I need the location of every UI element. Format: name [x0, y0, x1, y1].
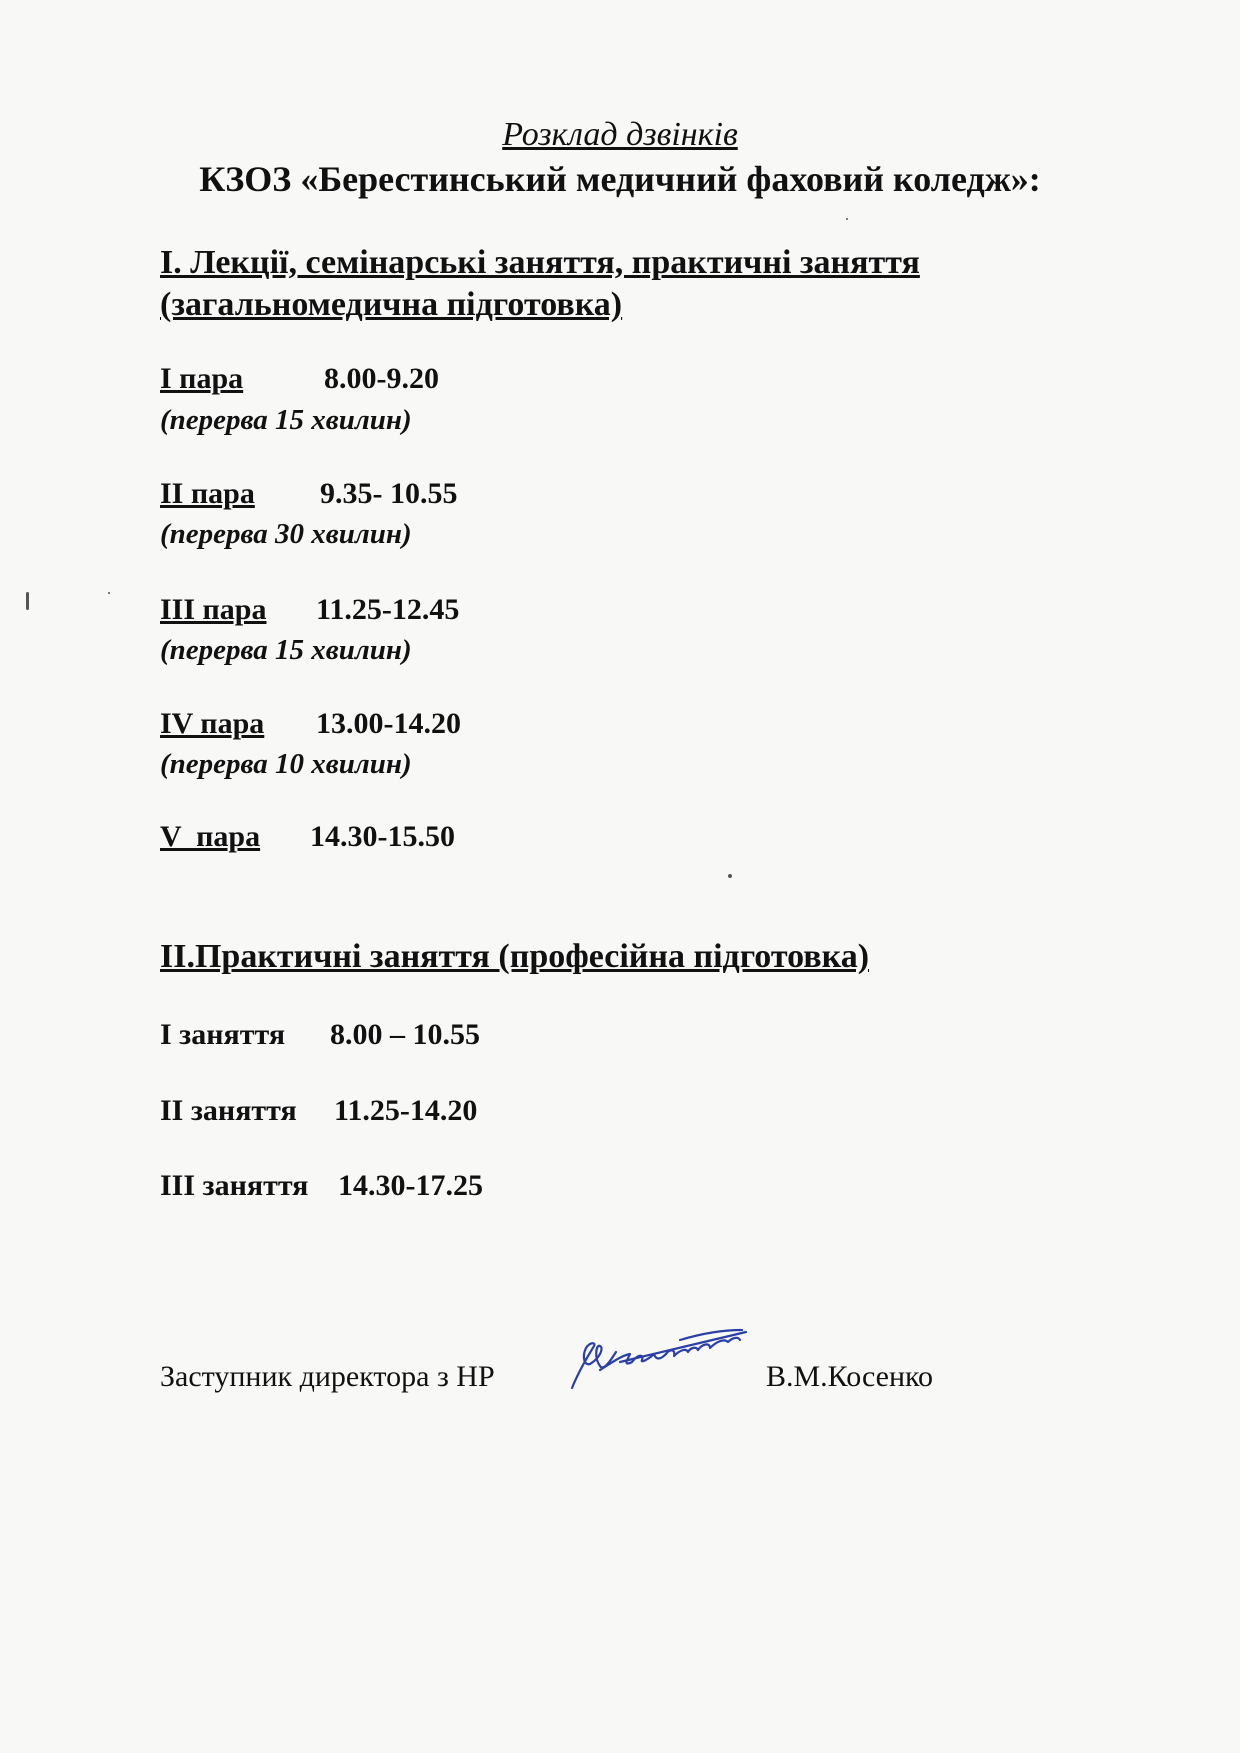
scan-speck — [728, 874, 732, 878]
section1-heading-line1: І. Лекції, семінарські заняття, практичні заняття — [160, 244, 920, 281]
handwritten-signature — [560, 1318, 760, 1398]
break-note: (перерва 30 хвилин) — [160, 518, 412, 550]
lesson-time: 8.00 – 10.55 — [330, 1018, 480, 1051]
pair-label: І пара — [160, 362, 244, 395]
lesson-time: 11.25-14.20 — [334, 1094, 478, 1127]
pair-time: 8.00-9.20 — [324, 362, 439, 395]
lesson-label: ІІІ заняття — [160, 1169, 309, 1202]
pair-time: 13.00-14.20 — [316, 707, 461, 740]
break-note: (перерва 15 хвилин) — [160, 404, 412, 436]
pair-row — [160, 593, 459, 627]
pair-time: 14.30-15.50 — [310, 820, 455, 853]
pair-time: 9.35- 10.55 — [320, 477, 458, 510]
scan-speck — [108, 592, 110, 594]
section1-heading-line2: (загальномедична підготовка) — [160, 286, 623, 323]
pair-label: V пара — [160, 820, 261, 853]
pair-row — [160, 362, 439, 396]
pair-row — [160, 820, 455, 854]
lesson-time: 14.30-17.25 — [338, 1169, 483, 1202]
pair-row — [160, 707, 461, 741]
break-note: (перерва 15 хвилин) — [160, 634, 412, 666]
lesson-label: ІІ заняття — [160, 1094, 297, 1127]
section2-heading: ІІ.Практичні заняття (професійна підготовка) — [160, 938, 870, 975]
institution-name: КЗОЗ «Берестинський медичний фаховий коледж»: — [199, 159, 1041, 199]
scan-speck — [26, 592, 29, 610]
pair-row — [160, 477, 458, 511]
lesson-row — [160, 1169, 483, 1203]
document-title: Розклад дзвінків — [502, 116, 738, 153]
lesson-row — [160, 1018, 480, 1052]
scan-speck — [846, 218, 848, 220]
break-note: (перерва 10 хвилин) — [160, 748, 412, 780]
lesson-row — [160, 1094, 477, 1128]
signatory-name: В.М.Косенко — [766, 1360, 934, 1393]
pair-label: ІІІ пара — [160, 593, 267, 626]
pair-label: ІІ пара — [160, 477, 255, 510]
lesson-label: І заняття — [160, 1018, 286, 1051]
pair-time: 11.25-12.45 — [316, 593, 460, 626]
signatory-position: Заступник директора з НР — [160, 1360, 495, 1393]
pair-label: IV пара — [160, 707, 265, 740]
